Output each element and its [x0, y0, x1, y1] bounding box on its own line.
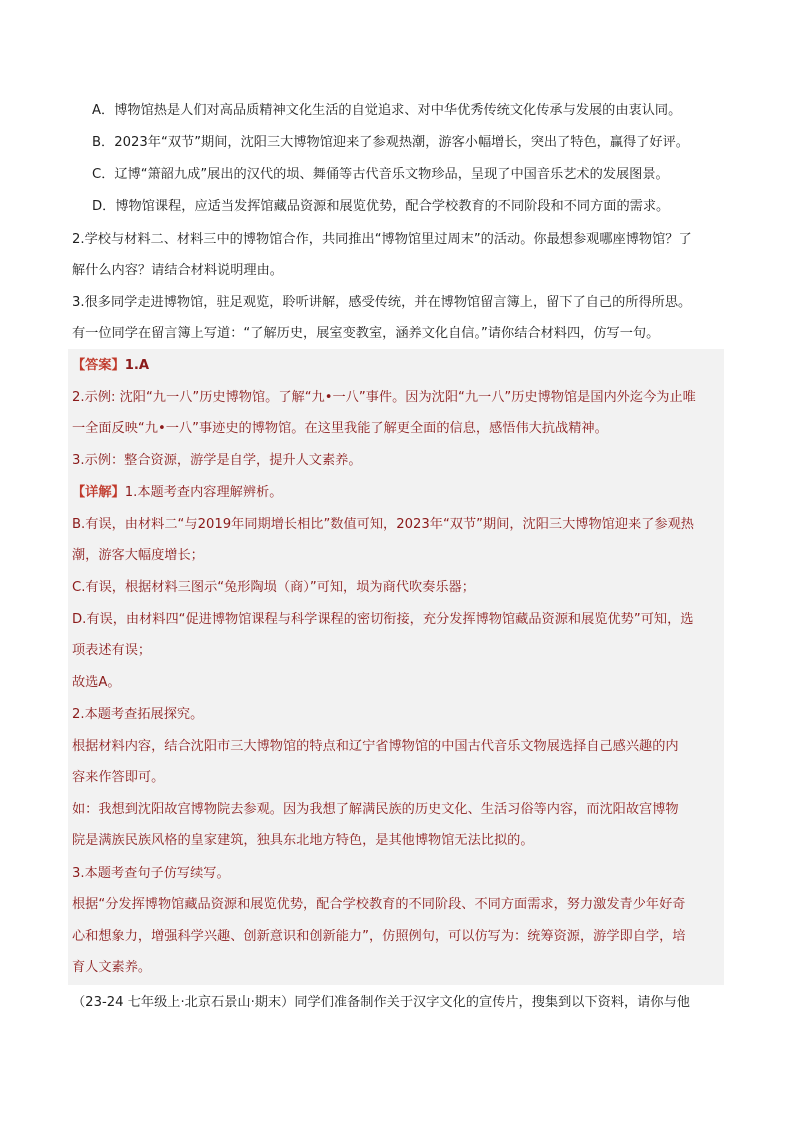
detail-2-line-3: 如：我想到沈阳故宫博物院去参观。因为我想了解满民族的历史文化、生活习俗等内容，而沈阳故宫博物 [72, 802, 679, 817]
detail-1-head: 1.本题考查内容理解辨析。 [124, 485, 283, 500]
answer-1: 1.A [124, 358, 150, 373]
detail-2-line-4: 院是满族民族风格的皇家建筑，独具东北地方特色，是其他博物馆无法比拟的。 [72, 833, 534, 848]
answer-section-background [68, 349, 724, 985]
answer-2-line-1: 2.示例: 沈阳“九一八”历史博物馆。了解“九•一八”事件。因为沈阳“九一八”历史博物馆是国内外迄今为止唯 [72, 390, 696, 405]
answer-3: 3.示例：整合资源，游学是自学，提升人文素养。 [72, 453, 362, 468]
next-question-intro: （23-24 七年级上·北京石景山·期末）同学们准备制作关于汉字文化的宣传片，搜集到以下资料，请你与他 [72, 995, 690, 1010]
question-2-line-2: 解什么内容？请结合材料说明理由。 [72, 263, 283, 278]
answer-heading [72, 357, 149, 375]
detail-tag: 【详解】 [72, 485, 125, 500]
detail-3-line-2: 心和想象力，增强科学兴趣、创新意识和创新能力”，仿照例句，可以仿写为：统筹资源，游学即自学，培 [72, 929, 686, 944]
detail-2-line-2: 容来作答即可。 [72, 770, 165, 785]
question-3-line-2: 有一位同学在留言簿上写道：“了解历史，展室变教室，涵养文化自信。”请你结合材料四，仿写一句。 [72, 326, 660, 341]
answer-tag: 【答案】 [72, 358, 125, 373]
option-b: B．2023年“双节”期间，沈阳三大博物馆迎来了参观热潮，游客小幅增长，突出了特色，赢得了好评。 [92, 135, 689, 150]
detail-2-line-1: 根据材料内容，结合沈阳市三大博物馆的特点和辽宁省博物馆的中国古代音乐文物展选择自己感兴趣的内 [72, 739, 679, 754]
option-d: D．博物馆课程，应适当发挥馆藏品资源和展览优势，配合学校教育的不同阶段和不同方面的需求。 [92, 199, 670, 214]
option-a: A．博物馆热是人们对高品质精神文化生活的自觉追求、对中华优秀传统文化传承与发展的由衷认同。 [92, 103, 682, 118]
option-c: C．辽博“箫韶九成”展出的汉代的埙、舞俑等古代音乐文物珍品，呈现了中国音乐艺术的发展图景。 [92, 167, 669, 182]
detail-3-line-3: 育人文素养。 [72, 960, 152, 975]
detail-2-head: 2.本题考查拓展探究。 [72, 707, 204, 722]
detail-1-b-line-2: 潮，游客大幅度增长； [72, 548, 204, 563]
question-2-line-1: 2.学校与材料二、材料三中的博物馆合作，共同推出“博物馆里过周末”的活动。你最想参观哪座博物馆？了 [72, 232, 692, 247]
detail-1-d-line-2: 项表述有误； [72, 643, 152, 658]
detail-1-conclusion: 故选A。 [72, 675, 121, 690]
detail-1-c: C.有误，根据材料三图示“兔形陶埙（商）”可知，埙为商代吹奏乐器； [72, 580, 475, 595]
detail-3-line-1: 根据“分发挥博物馆藏品资源和展览优势，配合学校教育的不同阶段、不同方面需求，努力激发青少年好奇 [72, 897, 686, 912]
detail-3-head: 3.本题考查句子仿写续写。 [72, 866, 230, 881]
answer-2-line-2: 一全面反映“九•一八”事迹史的博物馆。在这里我能了解更全面的信息，感悟伟大抗战精神。 [72, 421, 608, 436]
detail-1-d-line-1: D.有误，由材料四“促进博物馆课程与科学课程的密切衔接，充分发挥博物馆藏品资源和展览优势”可知，选 [72, 612, 694, 627]
detail-1-b-line-1: B.有误，由材料二“与2019年同期增长相比”数值可知，2023年“双节”期间，沈阳三大博物馆迎来了参观热 [72, 517, 694, 532]
question-3-line-1: 3.很多同学走进博物馆，驻足观览，聆听讲解，感受传统，并在博物馆留言簿上，留下了自己的所得所思。 [72, 295, 692, 310]
detail-heading [72, 484, 282, 502]
